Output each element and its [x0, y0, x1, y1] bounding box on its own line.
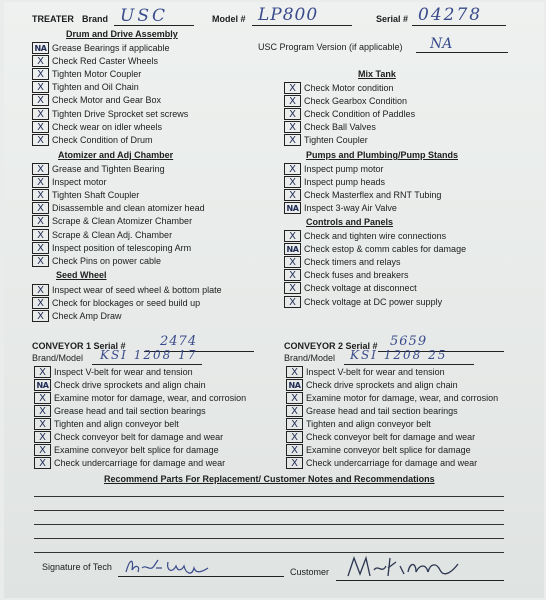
atomizer-item-label: Grease and Tighten Bearing: [52, 164, 165, 174]
conveyor1-item-label: Check drive sprockets and align chain: [54, 380, 206, 390]
atomizer-item-label: Tighten Shaft Coupler: [52, 190, 140, 201]
conveyor2-checkbox[interactable]: X: [286, 444, 303, 456]
conveyor2-item-label: Check drive sprockets and align chain: [306, 380, 458, 390]
conveyor2-item-label: Check undercarriage for damage and wear: [306, 458, 478, 468]
mix-item-label: Tighten Coupler: [304, 135, 368, 146]
seed-item-label: Check for blockages or seed build up: [52, 298, 201, 309]
model-underline: [252, 25, 352, 26]
serial-value: 04278: [418, 5, 483, 25]
program-version-value: NA: [430, 36, 453, 52]
conveyor1-item-label: Check undercarriage for damage and wear: [54, 458, 226, 468]
brand-value: USC: [120, 6, 168, 26]
pumps-item-label: Check Masterflex and RNT Tubing: [304, 190, 442, 201]
atomizer-item-label: Inspect position of telescoping Arm: [52, 242, 192, 253]
drum-item-label: Check Condition of Drum: [52, 134, 153, 145]
mix-item-label: Check Ball Valves: [304, 122, 376, 133]
drum-checkbox[interactable]: NA: [32, 42, 49, 54]
atomizer-item-label: Scrape & Clean Atomizer Chamber: [52, 216, 193, 227]
controls-item-label: Check voltage at disconnect: [304, 283, 417, 294]
mix-item-label: Check Gearbox Condition: [304, 96, 408, 107]
controls-checkbox[interactable]: X: [284, 282, 301, 294]
conveyor2-checkbox[interactable]: X: [286, 431, 303, 443]
seed-item-label: Inspect wear of seed wheel & bottom plate: [52, 285, 222, 295]
controls-checkbox[interactable]: X: [284, 296, 301, 308]
drum-item-label: Tighten and Oil Chain: [52, 82, 139, 93]
controls-item-label: Check fuses and breakers: [304, 270, 409, 281]
atomizer-checkbox[interactable]: X: [32, 229, 49, 241]
notes-line[interactable]: [34, 524, 504, 525]
conveyor1-checkbox[interactable]: X: [34, 418, 51, 430]
conveyor1-item-label: Grease head and tail section bearings: [54, 406, 206, 416]
pumps-item-label: Inspect pump motor: [304, 164, 384, 174]
atomizer-item-label: Check Pins on power cable: [52, 255, 162, 266]
controls-checkbox[interactable]: NA: [284, 243, 301, 255]
controls-checkbox[interactable]: X: [284, 269, 301, 281]
conveyor2-checkbox[interactable]: X: [286, 457, 303, 469]
conveyor2-serial-value: 5659: [390, 334, 428, 349]
mix-item-label: Check Condition of Paddles: [304, 109, 416, 120]
conveyor1-brand-label: Brand/Model: [32, 353, 84, 363]
mix-checkbox[interactable]: X: [284, 108, 301, 120]
conveyor1-item-label: Check conveyor belt for damage and wear: [54, 432, 224, 442]
conveyor2-item-label: Grease head and tail section bearings: [306, 406, 458, 416]
drum-item-label: Tighten Motor Coupler: [52, 69, 142, 80]
atomizer-checkbox[interactable]: X: [32, 163, 49, 175]
customer-signature[interactable]: [344, 552, 464, 582]
conveyor1-serial-label: CONVEYOR 1 Serial #: [32, 341, 126, 351]
controls-item-label: Check estop & comm cables for damage: [304, 244, 467, 255]
controls-item-label: Check timers and relays: [304, 257, 401, 268]
conveyor1-checkbox[interactable]: NA: [34, 379, 51, 391]
controls-item-label: Check and tighten wire connections: [304, 231, 447, 241]
conveyor2-item-label: Examine conveyor belt splice for damage: [306, 445, 471, 455]
pumps-section-title: Pumps and Plumbing/Pump Stands: [306, 150, 459, 160]
program-version-label: USC Program Version (if applicable): [258, 42, 403, 52]
pumps-checkbox[interactable]: NA: [284, 202, 301, 214]
notes-title: Recommend Parts For Replacement/ Customer Notes and Recommendations: [104, 474, 435, 484]
mix-item-label: Check Motor condition: [304, 83, 394, 93]
notes-line[interactable]: [34, 510, 504, 511]
serial-label: Serial #: [376, 14, 409, 24]
atomizer-checkbox[interactable]: X: [32, 215, 49, 227]
tech-signature-label: Signature of Tech: [42, 562, 112, 572]
conveyor1-brand-value: KSI 1208 17: [100, 348, 198, 362]
conveyor2-checkbox[interactable]: NA: [286, 379, 303, 391]
controls-checkbox[interactable]: X: [284, 230, 301, 242]
conveyor2-item-label: Examine motor for damage, wear, and corrosion: [306, 393, 499, 403]
conveyor2-brand-label: Brand/Model: [284, 353, 336, 363]
pumps-item-label: Inspect pump heads: [304, 177, 386, 188]
notes-line[interactable]: [34, 496, 504, 497]
atomizer-checkbox[interactable]: X: [32, 242, 49, 254]
mix-section-title: Mix Tank: [358, 69, 396, 79]
conveyor1-item-label: Examine motor for damage, wear, and corrosion: [54, 393, 247, 403]
conveyor1-item-label: Tighten and align conveyor belt: [54, 419, 179, 429]
drum-item-label: Tighten Drive Sprocket set screws: [52, 108, 189, 119]
drum-checkbox[interactable]: X: [32, 94, 49, 106]
drum-checkbox[interactable]: X: [32, 121, 49, 133]
controls-checkbox[interactable]: X: [284, 256, 301, 268]
drum-checkbox[interactable]: X: [32, 55, 49, 67]
tech-signature[interactable]: [122, 554, 212, 578]
conveyor2-checkbox[interactable]: X: [286, 405, 303, 417]
treater-label: TREATER: [32, 14, 74, 24]
conveyor2-item-label: Inspect V-belt for wear and tension: [306, 367, 445, 377]
seed-checkbox[interactable]: X: [32, 297, 49, 309]
conveyor1-checkbox[interactable]: X: [34, 392, 51, 404]
mix-checkbox[interactable]: X: [284, 82, 301, 94]
pumps-item-label: Inspect 3-way Air Valve: [304, 203, 397, 214]
drum-item-label: Check Red Caster Wheels: [52, 56, 159, 67]
checklist-form: [4, 2, 544, 598]
conveyor2-checkbox[interactable]: X: [286, 366, 303, 378]
seed-checkbox[interactable]: X: [32, 284, 49, 296]
drum-checkbox[interactable]: X: [32, 68, 49, 80]
conveyor1-checkbox[interactable]: X: [34, 444, 51, 456]
drum-section-title: Drum and Drive Assembly: [66, 29, 178, 39]
drum-checkbox[interactable]: X: [32, 108, 49, 120]
conveyor2-brand-value: KSI 1208 25: [350, 348, 448, 362]
conveyor1-checkbox[interactable]: X: [34, 405, 51, 417]
pumps-checkbox[interactable]: X: [284, 163, 301, 175]
conveyor2-checkbox[interactable]: X: [286, 418, 303, 430]
drum-item-label: Grease Bearings if applicable: [52, 43, 170, 53]
seed-item-label: Check Amp Draw: [52, 311, 122, 322]
atomizer-checkbox[interactable]: X: [32, 202, 49, 214]
serial-underline: [412, 25, 506, 26]
conveyor2-serial-label: CONVEYOR 2 Serial #: [284, 341, 378, 351]
pumps-checkbox[interactable]: X: [284, 189, 301, 201]
conveyor2-checkbox[interactable]: X: [286, 392, 303, 404]
mix-checkbox[interactable]: X: [284, 134, 301, 146]
customer-signature-label: Customer: [290, 567, 330, 577]
drum-checkbox[interactable]: X: [32, 81, 49, 93]
atomizer-checkbox[interactable]: X: [32, 176, 49, 188]
model-value: LP800: [258, 5, 319, 25]
atomizer-checkbox[interactable]: X: [32, 189, 49, 201]
conveyor1-checkbox[interactable]: X: [34, 457, 51, 469]
mix-checkbox[interactable]: X: [284, 121, 301, 133]
controls-item-label: Check voltage at DC power supply: [304, 296, 443, 307]
atomizer-item-label: Scrape & Clean Adj. Chamber: [52, 229, 173, 240]
brand-label: Brand: [82, 14, 109, 24]
atomizer-checkbox[interactable]: X: [32, 255, 49, 267]
controls-section-title: Controls and Panels: [306, 217, 394, 227]
seed-section-title: Seed Wheel: [56, 270, 107, 280]
drum-item-label: Check Motor and Gear Box: [52, 95, 162, 106]
brand-underline: [114, 25, 194, 26]
drum-checkbox[interactable]: X: [32, 134, 49, 146]
conveyor1-serial-value: 2474: [160, 334, 198, 349]
atomizer-item-label: Disassemble and clean atomizer head: [52, 203, 205, 214]
conveyor1-brand-underline: [92, 364, 202, 365]
conveyor1-checkbox[interactable]: X: [34, 366, 51, 378]
tech-signature-line: [118, 576, 284, 577]
program-underline: [416, 52, 508, 53]
conveyor1-checkbox[interactable]: X: [34, 431, 51, 443]
conveyor2-brand-underline: [344, 364, 474, 365]
customer-signature-line: [336, 580, 504, 581]
drum-item-label: Check wear on idler wheels: [52, 121, 163, 132]
model-label: Model #: [212, 14, 246, 24]
atomizer-item-label: Inspect motor: [52, 177, 107, 188]
conveyor1-item-label: Inspect V-belt for wear and tension: [54, 367, 193, 377]
mix-checkbox[interactable]: X: [284, 95, 301, 107]
conveyor1-item-label: Examine conveyor belt splice for damage: [54, 445, 219, 455]
pumps-checkbox[interactable]: X: [284, 176, 301, 188]
conveyor2-item-label: Check conveyor belt for damage and wear: [306, 432, 476, 442]
notes-line[interactable]: [34, 538, 504, 539]
conveyor2-item-label: Tighten and align conveyor belt: [306, 419, 431, 429]
seed-checkbox[interactable]: X: [32, 310, 49, 322]
atomizer-section-title: Atomizer and Adj Chamber: [58, 150, 174, 160]
